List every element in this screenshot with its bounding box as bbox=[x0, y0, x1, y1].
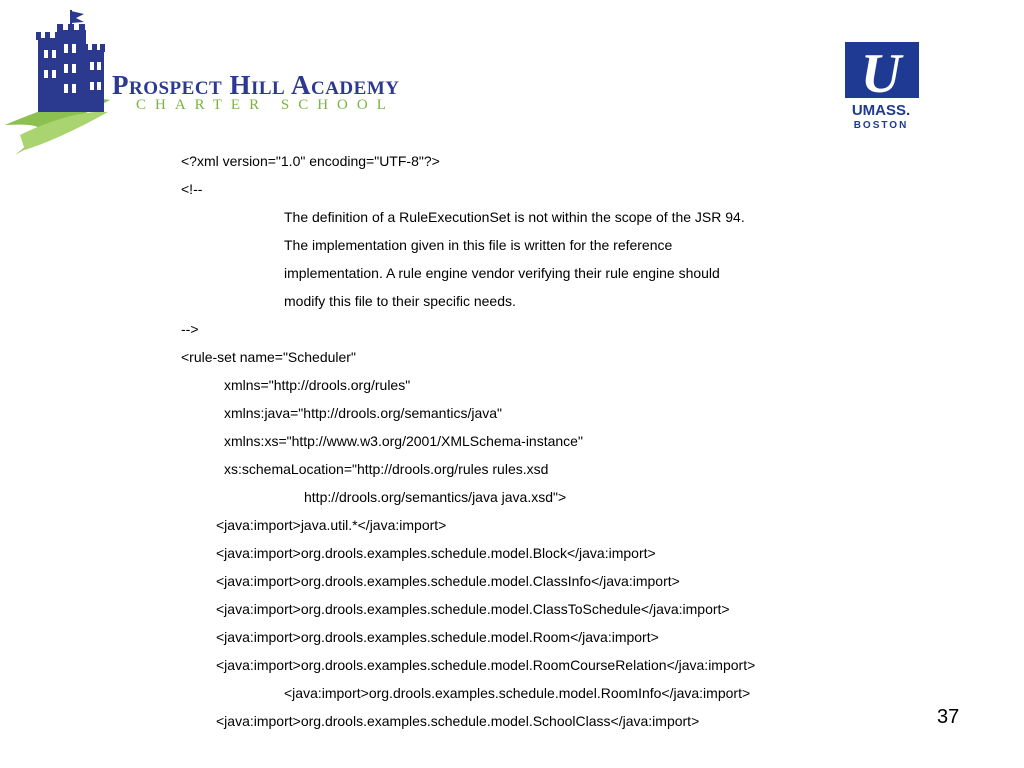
code-line: <java:import>java.util.*</java:import> bbox=[216, 517, 447, 533]
code-line: <java:import>org.drools.examples.schedule.model.Room</java:import> bbox=[216, 629, 659, 645]
code-line: xmlns:java="http://drools.org/semantics/java" bbox=[224, 405, 503, 421]
code-line: xmlns="http://drools.org/rules" bbox=[224, 377, 411, 393]
umass-name: UMASS. bbox=[851, 102, 911, 119]
code-line: <java:import>org.drools.examples.schedule.model.ClassToSchedule</java:import> bbox=[216, 601, 730, 617]
pha-title: Prospect Hill Academy bbox=[112, 70, 400, 100]
umass-sub: BOSTON bbox=[853, 120, 909, 130]
code-line: implementation. A rule engine vendor verifying their rule engine should bbox=[284, 265, 720, 281]
code-line: xs:schemaLocation="http://drools.org/rules rules.xsd bbox=[224, 461, 549, 477]
code-line: <java:import>org.drools.examples.schedule.model.RoomInfo</java:import> bbox=[284, 685, 751, 701]
code-line: http://drools.org/semantics/java java.xsd"> bbox=[304, 489, 567, 505]
code-line: <java:import>org.drools.examples.schedule.model.RoomCourseRelation</java:import> bbox=[216, 657, 756, 673]
code-line: modify this file to their specific needs. bbox=[284, 293, 516, 309]
code-line: --> bbox=[181, 321, 199, 337]
code-line: <java:import>org.drools.examples.schedule.model.SchoolClass</java:import> bbox=[216, 713, 700, 729]
code-line: The definition of a RuleExecutionSet is not within the scope of the JSR 94. bbox=[284, 209, 745, 225]
umass-letter: U bbox=[860, 43, 902, 105]
page-number: 37 bbox=[937, 706, 960, 728]
code-line: <rule-set name="Scheduler" bbox=[181, 349, 356, 365]
code-line: <java:import>org.drools.examples.schedule.model.Block</java:import> bbox=[216, 545, 656, 561]
code-line: <java:import>org.drools.examples.schedule.model.ClassInfo</java:import> bbox=[216, 573, 680, 589]
code-line: The implementation given in this file is written for the reference bbox=[284, 237, 673, 253]
code-line: <?xml version="1.0" encoding="UTF-8"?> bbox=[181, 153, 440, 169]
code-line: <!-- bbox=[181, 181, 203, 197]
pha-subtitle: CHARTER SCHOOL bbox=[136, 97, 395, 113]
code-line: xmlns:xs="http://www.w3.org/2001/XMLSchema-instance" bbox=[224, 433, 583, 449]
